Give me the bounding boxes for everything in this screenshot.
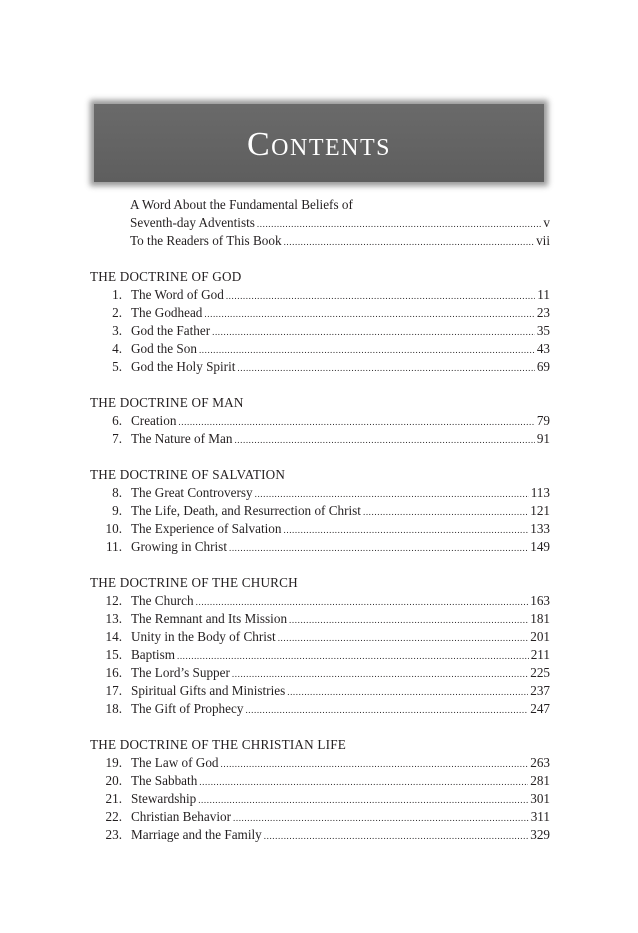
page-number: 263	[530, 755, 550, 770]
toc-entry	[90, 664, 550, 682]
dot-leader	[278, 629, 529, 647]
table-of-contents	[90, 196, 550, 844]
dot-leader	[255, 485, 529, 503]
page-number: 281	[530, 773, 550, 788]
toc-entry	[90, 304, 550, 322]
page-number: 163	[530, 593, 550, 608]
page-number: 247	[530, 701, 550, 716]
toc-entry	[90, 646, 550, 664]
entry-title: The Word of God	[131, 287, 224, 302]
entry-number: 16.	[105, 665, 122, 680]
toc-entry	[90, 682, 550, 700]
entry-title: To the Readers of This Book	[130, 233, 282, 248]
page-number: 181	[530, 611, 550, 626]
section-heading: THE DOCTRINE OF SALVATION	[90, 467, 286, 482]
entry-number: 5.	[112, 359, 122, 374]
page-number: 133	[530, 521, 550, 536]
dot-leader	[229, 539, 528, 557]
entry-number: 20.	[105, 773, 122, 788]
page-number: 35	[536, 323, 550, 338]
section-heading: THE DOCTRINE OF GOD	[90, 269, 242, 284]
front-matter	[90, 196, 550, 250]
entry-title: Spiritual Gifts and Ministries	[131, 683, 286, 698]
dot-leader	[196, 593, 529, 611]
toc-section	[90, 268, 550, 376]
page-number: 149	[530, 539, 550, 554]
toc-entry	[90, 520, 550, 538]
dot-leader	[204, 305, 534, 323]
page-number: 79	[536, 413, 550, 428]
toc-entry	[90, 610, 550, 628]
toc-entry	[90, 502, 550, 520]
dot-leader	[178, 413, 534, 431]
page-number: 69	[536, 359, 550, 374]
dot-leader	[234, 431, 534, 449]
section-heading: THE DOCTRINE OF THE CHRISTIAN LIFE	[90, 737, 347, 752]
dot-leader	[233, 809, 529, 827]
page-number: 225	[530, 665, 550, 680]
entry-title: The Life, Death, and Resurrection of Christ	[131, 503, 361, 518]
dot-leader	[284, 521, 529, 539]
page-number: 91	[536, 431, 550, 446]
entry-title: Stewardship	[131, 791, 197, 806]
toc-entry	[90, 412, 550, 430]
toc-entry	[90, 592, 550, 610]
toc-entry	[90, 628, 550, 646]
entry-title: God the Holy Spirit	[131, 359, 236, 374]
dot-leader	[289, 611, 528, 629]
dot-leader	[198, 791, 528, 809]
toc-section	[90, 466, 550, 556]
toc-entry	[90, 430, 550, 448]
toc-entry	[90, 538, 550, 556]
entry-number: 17.	[105, 683, 122, 698]
toc-section	[90, 574, 550, 718]
front-matter-entry	[90, 232, 550, 250]
page-number: 237	[530, 683, 550, 698]
entry-title: The Law of God	[131, 755, 219, 770]
toc-entry	[90, 322, 550, 340]
toc-section	[90, 736, 550, 844]
entry-title: Baptism	[131, 647, 175, 662]
page-number: 23	[536, 305, 550, 320]
entry-number: 22.	[105, 809, 122, 824]
dot-leader	[212, 323, 535, 341]
entry-number: 4.	[112, 341, 122, 356]
page-number: 211	[530, 647, 550, 662]
toc-section	[90, 394, 550, 448]
page-number: 121	[530, 503, 550, 518]
entry-title: A Word About the Fundamental Beliefs of	[130, 197, 353, 212]
dot-leader	[199, 341, 535, 359]
entry-title: Unity in the Body of Christ	[131, 629, 276, 644]
page-number: 113	[530, 485, 550, 500]
entry-title: Creation	[131, 413, 177, 428]
page-number: 11	[537, 287, 550, 302]
page-number: 201	[530, 629, 550, 644]
entry-title: The Gift of Prophecy	[131, 701, 244, 716]
dot-leader	[232, 665, 528, 683]
entry-title: The Great Controversy	[131, 485, 253, 500]
toc-entry	[90, 790, 550, 808]
toc-entry	[90, 700, 550, 718]
dot-leader	[177, 647, 529, 665]
entry-number: 2.	[112, 305, 122, 320]
toc-entry	[90, 484, 550, 502]
dot-leader	[287, 683, 528, 701]
entry-title: Growing in Christ	[131, 539, 227, 554]
entry-number: 12.	[105, 593, 122, 608]
toc-entry	[90, 772, 550, 790]
entry-number: 6.	[112, 413, 122, 428]
entry-number: 21.	[105, 791, 122, 806]
dot-leader	[226, 287, 535, 305]
toc-entry	[90, 826, 550, 844]
entry-number: 8.	[112, 485, 122, 500]
page-title: Contents	[246, 126, 391, 163]
entry-number: 10.	[105, 521, 122, 536]
dot-leader	[199, 773, 528, 791]
entry-number: 14.	[105, 629, 122, 644]
dot-leader	[221, 755, 529, 773]
entry-title: The Godhead	[131, 305, 203, 320]
entry-number: 15.	[105, 647, 122, 662]
entry-title: Christian Behavior	[131, 809, 231, 824]
dot-leader	[237, 359, 534, 377]
page-number: 301	[530, 791, 550, 806]
front-matter-entry	[90, 196, 550, 214]
toc-entry	[90, 754, 550, 772]
entry-title: The Remnant and Its Mission	[131, 611, 288, 626]
entry-number: 13.	[105, 611, 122, 626]
entry-title: The Experience of Salvation	[131, 521, 282, 536]
entry-number: 3.	[112, 323, 122, 338]
entry-title: The Lord’s Supper	[131, 665, 230, 680]
toc-entry	[90, 358, 550, 376]
page-number: 329	[530, 827, 550, 842]
entry-title: The Nature of Man	[131, 431, 233, 446]
toc-entry	[90, 340, 550, 358]
dot-leader	[264, 827, 528, 845]
page-number: 43	[536, 341, 550, 356]
entry-number: 11.	[106, 539, 122, 554]
dot-leader	[257, 215, 542, 233]
dot-leader	[245, 701, 528, 719]
page-number: 311	[530, 809, 550, 824]
toc-entry	[90, 808, 550, 826]
entry-title: Seventh-day Adventists	[130, 215, 255, 230]
entry-title: God the Son	[131, 341, 197, 356]
entry-number: 18.	[105, 701, 122, 716]
entry-title: God the Father	[131, 323, 211, 338]
section-heading: THE DOCTRINE OF THE CHURCH	[90, 575, 298, 590]
entry-title: The Church	[131, 593, 194, 608]
page-number: v	[543, 215, 550, 230]
dot-leader	[363, 503, 528, 521]
toc-entry	[90, 286, 550, 304]
front-matter-entry	[90, 214, 550, 232]
dot-leader	[284, 233, 535, 251]
entry-title: Marriage and the Family	[131, 827, 262, 842]
entry-number: 19.	[105, 755, 122, 770]
entry-number: 23.	[105, 827, 122, 842]
section-heading: THE DOCTRINE OF MAN	[90, 395, 244, 410]
page-number: vii	[536, 233, 550, 248]
title-banner	[94, 104, 544, 182]
entry-title: The Sabbath	[131, 773, 198, 788]
entry-number: 1.	[112, 287, 122, 302]
entry-number: 7.	[112, 431, 122, 446]
entry-number: 9.	[112, 503, 122, 518]
